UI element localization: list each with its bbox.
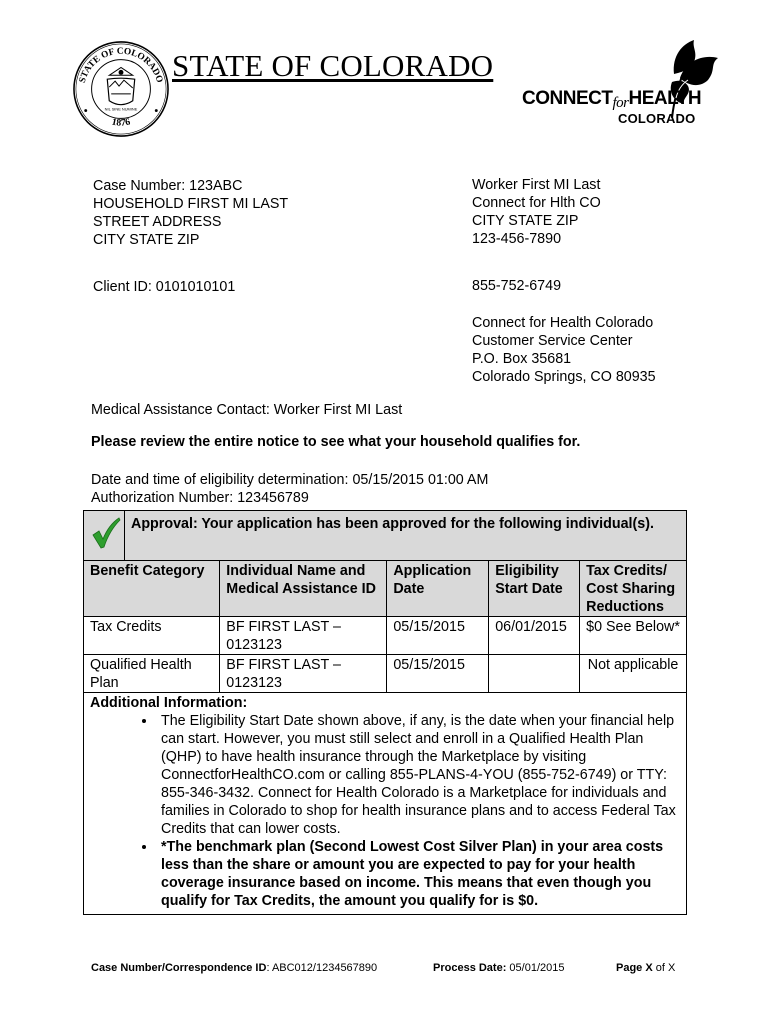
table-row — [84, 655, 687, 693]
worker-address — [472, 176, 601, 248]
worker-office: Connect for Hlth CO — [472, 195, 601, 211]
row-individual-name: BF FIRST LAST – 0123123 — [220, 655, 387, 693]
review-notice: Please review the entire notice to see what your household qualifies for. — [91, 434, 581, 450]
logo-colorado-text: COLORADO — [618, 111, 696, 126]
worker-phone: 123-456-7890 — [472, 231, 562, 247]
logo-health-text: HEALTH — [628, 88, 702, 109]
approval-row — [84, 511, 687, 561]
approval-message: Approval: Your application has been approved for the following individual(s). — [125, 511, 687, 561]
checkmark-icon — [84, 511, 124, 555]
eligibility-table — [83, 510, 687, 915]
additional-info-title: Additional Information: — [90, 695, 248, 711]
footer-case-number — [91, 962, 377, 974]
row-eligibility-start — [489, 655, 580, 693]
city-state-zip: CITY STATE ZIP — [93, 232, 200, 248]
medical-assistance-contact: Medical Assistance Contact: Worker First MI Last — [91, 402, 403, 418]
footer-page-value: of X — [652, 962, 676, 974]
authorization-number: Authorization Number: 123456789 — [91, 490, 309, 506]
info-bullet-eligibility: • The Eligibility Start Date shown above, if any, is the date when your financial help can start. However, you must still select and enroll in a Qualified Health Plan (QHP) to have health insurance through the Marketplace by visiting ConnectforHealthCO.com or calling 855-PLANS-4-YOU (855-752-6749) or TTY: 855-346-3432. Connect for Health Colorado is a Marketplace for individuals and families in Colorado to shop for health insurance plans and to access Federal Tax Credits that can lower costs. — [157, 712, 680, 838]
table-header-row — [84, 561, 687, 617]
row-benefit-category: Tax Credits — [84, 617, 220, 655]
additional-info-row — [84, 693, 687, 915]
svg-text:1876 — [111, 117, 132, 129]
header-application-date: Application Date — [387, 561, 489, 617]
additional-info-cell — [84, 693, 687, 915]
header-individual-name: Individual Name and Medical Assistance ID — [220, 561, 387, 617]
determination-datetime: Date and time of eligibility determination: 05/15/2015 01:00 AM — [91, 472, 489, 488]
colorado-state-seal — [72, 40, 170, 138]
service-center-po-box: P.O. Box 35681 — [472, 351, 572, 367]
seal-motto: NIL SINE NUMINE — [104, 106, 138, 112]
header-tax-credits: Tax Credits/ Cost Sharing Reductions — [580, 561, 687, 617]
row-tax-credits: Not applicable — [580, 655, 687, 693]
household-name: HOUSEHOLD FIRST MI LAST — [93, 196, 289, 212]
footer-case-value: : ABC012/1234567890 — [266, 962, 378, 974]
seal-year-text: 1876 — [110, 116, 132, 129]
footer-case-label: Case Number/Correspondence ID — [91, 962, 267, 974]
row-eligibility-start: 06/01/2015 — [489, 617, 580, 655]
footer-process-value: 05/01/2015 — [506, 962, 565, 974]
info-bullet-benchmark: • *The benchmark plan (Second Lowest Cost Silver Plan) in your area costs less than the share or amount you are expected to pay for your health coverage insurance based on income. This means that even though you qualify for Tax Credits, the amount you qualify for is $0. — [157, 838, 680, 910]
row-application-date: 05/15/2015 — [387, 617, 489, 655]
footer-process-label: Process Date: — [433, 962, 507, 974]
header-benefit-category: Benefit Category — [84, 561, 220, 617]
footer-page-number — [616, 962, 675, 974]
approval-check-cell — [84, 511, 125, 561]
logo-wordmark — [522, 88, 701, 112]
client-id: Client ID: 0101010101 — [93, 279, 236, 295]
case-number: Case Number: 123ABC — [93, 178, 243, 194]
worker-name: Worker First MI Last — [472, 177, 601, 193]
service-center-city: Colorado Springs, CO 80935 — [472, 369, 656, 385]
logo-connect-text: CONNECT — [522, 88, 613, 109]
service-center-dept: Customer Service Center — [472, 333, 633, 349]
row-benefit-category: Qualified Health Plan — [84, 655, 220, 693]
service-phone: 855-752-6749 — [472, 278, 562, 294]
row-individual-name: BF FIRST LAST – 0123123 — [220, 617, 387, 655]
street-address: STREET ADDRESS — [93, 214, 222, 230]
service-center-address — [472, 314, 656, 386]
recipient-address — [93, 177, 288, 249]
worker-city-state-zip: CITY STATE ZIP — [472, 213, 579, 229]
determination-info — [91, 471, 488, 507]
footer-page-label: Page X — [616, 962, 653, 974]
table-row — [84, 617, 687, 655]
additional-info-list — [90, 712, 680, 910]
seal-top-text: STATE OF COLORADO — [77, 46, 165, 85]
page-title: STATE OF COLORADO — [172, 48, 494, 83]
footer-process-date — [433, 962, 565, 974]
header-eligibility-start: Eligibility Start Date — [489, 561, 580, 617]
logo-for-text: for — [612, 95, 629, 111]
row-application-date: 05/15/2015 — [387, 655, 489, 693]
service-center-name: Connect for Health Colorado — [472, 315, 654, 331]
row-tax-credits: $0 See Below* — [580, 617, 687, 655]
